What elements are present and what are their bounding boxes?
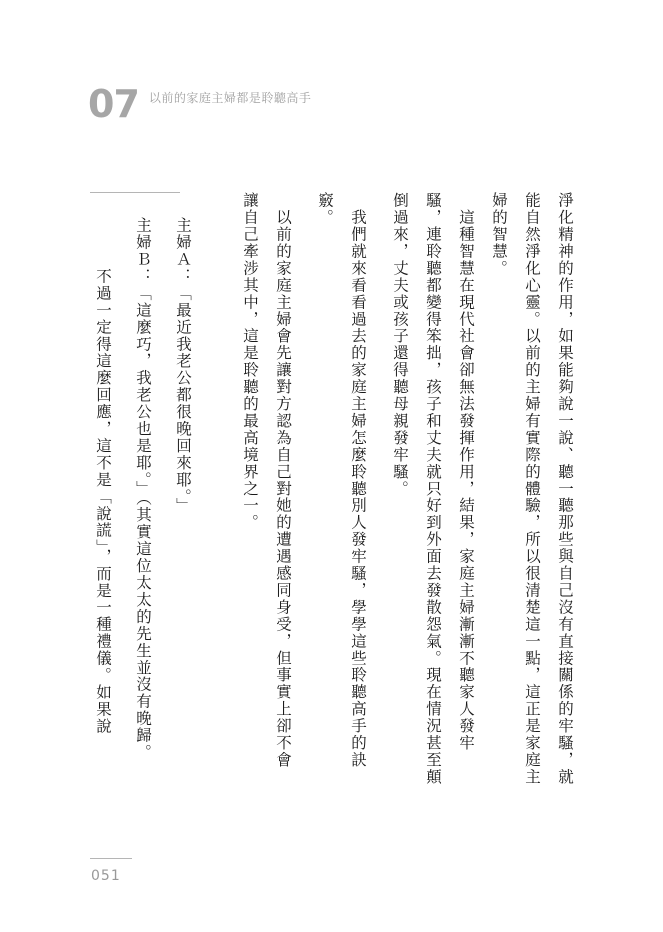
text-column-13: 不過一定得這麼回應，這不是「說謊」，而是一種禮儀。如果說 (94, 217, 112, 735)
text-column-4: 這種智慧在現代社會卻無法發揮作用，結果，家庭主婦漸漸不聽家人發牢 (457, 192, 475, 752)
footer-rule (90, 858, 132, 859)
page-number: 051 (91, 868, 121, 884)
text-column-2: 能自然淨化心靈。以前的主婦有實際的體驗，所以很清楚這一點，這正是家庭主 (523, 192, 541, 786)
text-column-3: 婦的智慧。 (490, 192, 508, 277)
text-column-8: 竅。 (316, 192, 334, 226)
text-column-10: 讓自己牽涉其中，這是聆聽的最高境界之一。 (241, 192, 259, 531)
text-column-12: 主婦Ｂ：「這麼巧，我老公也是耶。」（其實這位太太的先生並沒有晚歸。 (134, 217, 152, 761)
text-column-5: 騷，連聆聽都變得笨拙，孩子和丈夫就只好到外面去發散怨氣。現在情況甚至顛 (424, 192, 442, 786)
text-column-11: 主婦Ａ：「最近我老公都很晚回來耶。」 (174, 217, 192, 515)
chapter-number: 07 (88, 82, 139, 126)
text-column-7: 我們就來看看過去的家庭主婦怎麼聆聽別人發牢騷，學學這些聆聽高手的訣 (349, 192, 367, 769)
chapter-title: 以前的家庭主婦都是聆聽高手 (148, 91, 312, 105)
text-column-9: 以前的家庭主婦會先讓對方認為自己對她的遭遇感同身受，但事實上卻不會 (274, 192, 292, 769)
chapter-heading (88, 74, 311, 124)
text-column-6: 倒過來，丈夫或孩子還得聽母親發牢騷。 (391, 192, 409, 498)
section-divider (90, 192, 180, 193)
text-column-1: 淨化精神的作用，如果能夠說一說、聽一聽那些與自己沒有直接關係的牢騷，就 (556, 192, 574, 786)
